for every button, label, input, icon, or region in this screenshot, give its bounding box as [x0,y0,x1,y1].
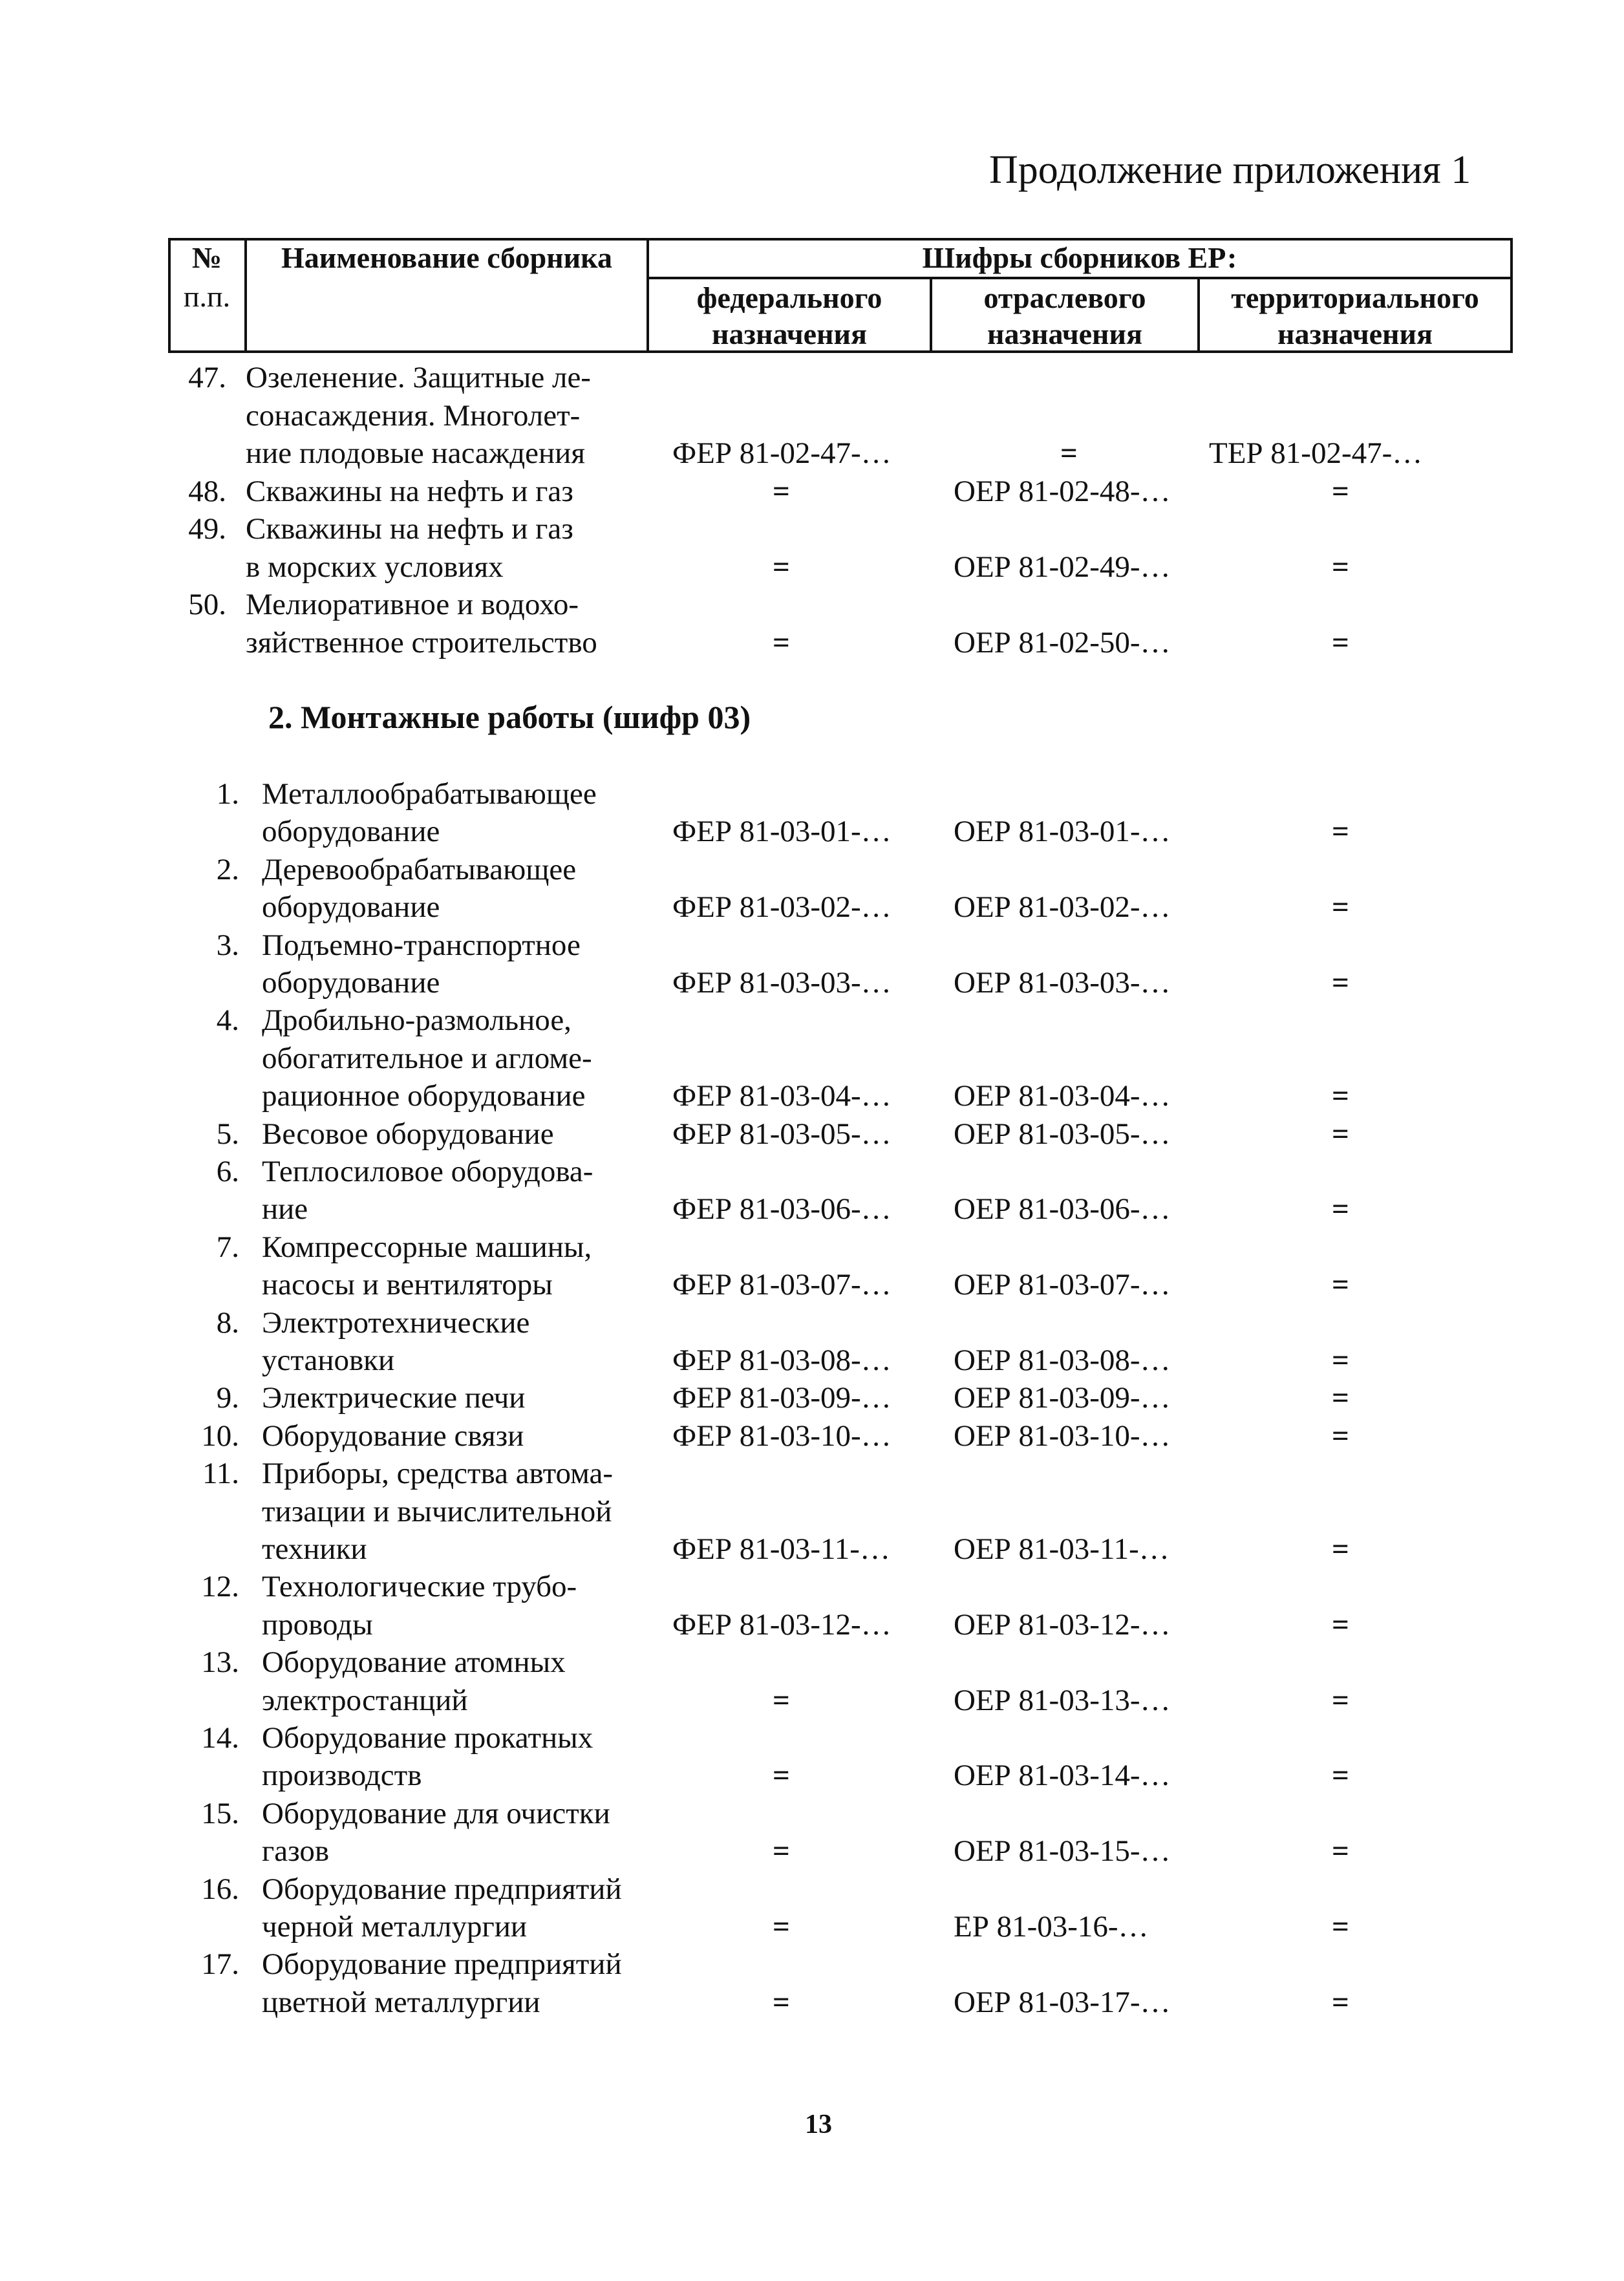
header-branch-line2: назначения [987,317,1142,350]
row-name-line: Весовое оборудование [262,1117,554,1151]
branch-code: ОЕР 81-03-13-… [954,1683,1171,1717]
branch-code: ОЕР 81-03-06-… [954,1192,1171,1226]
branch-code: ОЕР 81-03-12-… [954,1607,1171,1642]
row-number: 4. [216,1003,239,1038]
territorial-code: = [1332,966,1349,1000]
federal-code: ФЕР 81-03-02-… [672,890,892,925]
territorial-code: = [1332,1759,1349,1793]
row-name-line: Дробильно-размольное, [262,1003,572,1038]
branch-code: ОЕР 81-03-03-… [954,966,1171,1000]
territorial-code: = [1332,550,1349,584]
row-name-line: Деревообрабатывающее [262,852,577,886]
row-name-line: Технологические трубо- [262,1570,577,1604]
row-name-line: электростанций [262,1683,468,1717]
table-group-divider [646,277,1513,279]
federal-code: ФЕР 81-03-04-… [672,1079,892,1113]
federal-code: ФЕР 81-03-12-… [672,1607,892,1642]
header-territorial-line2: назначения [1277,317,1433,350]
row-name-line: оборудование [262,966,440,1000]
branch-code: ОЕР 81-02-49-… [954,550,1171,584]
territorial-code: = [1332,1683,1349,1717]
federal-code: = [773,1834,790,1869]
branch-code: ОЕР 81-03-07-… [954,1268,1171,1302]
row-name-line: Оборудование для очистки [262,1796,610,1830]
row-name-line: Оборудование предприятий [262,1872,622,1906]
row-name-line: Озеленение. Защитные ле- [246,361,591,394]
row-name-line: Металлообрабатывающее [262,777,597,811]
branch-code: ОЕР 81-03-02-… [954,890,1171,925]
section-heading: 2. Монтажные работы (шифр 03) [268,699,751,735]
territorial-code: = [1332,1268,1349,1302]
row-number: 47. [188,361,226,394]
row-name-line: Приборы, средства автома- [262,1457,614,1491]
territorial-code: = [1332,1117,1349,1151]
branch-code: = [1060,436,1078,470]
territorial-code: = [1332,1192,1349,1226]
branch-code: ОЕР 81-02-50-… [954,625,1171,659]
row-name-line: Мелиоративное и водохо- [246,588,579,621]
row-number: 5. [216,1117,239,1151]
row-number: 7. [216,1230,239,1264]
row-number: 12. [201,1570,239,1604]
branch-code: ОЕР 81-02-48-… [954,474,1171,508]
table-right-border [1510,238,1513,353]
row-name-line: установки [262,1344,395,1377]
row-name-line: оборудование [262,890,440,925]
federal-code: = [773,474,790,508]
branch-code: ОЕР 81-03-01-… [954,815,1171,849]
branch-code: ОЕР 81-03-09-… [954,1381,1171,1415]
row-number: 2. [216,852,239,886]
row-number: 3. [216,928,239,962]
federal-code: = [773,1759,790,1793]
federal-code: ФЕР 81-03-03-… [672,966,892,1000]
row-number: 17. [201,1947,239,1982]
row-name-line: цветной металлургии [262,1985,540,2019]
row-name-line: газов [262,1834,330,1869]
row-name-line: насосы и вентиляторы [262,1268,553,1302]
federal-code: = [773,1683,790,1717]
row-name-line: оборудование [262,815,440,849]
territorial-code: ТЕР 81-02-47-… [1209,436,1423,470]
row-number: 10. [201,1419,239,1453]
row-number: 11. [202,1457,239,1491]
branch-code: ОЕР 81-03-15-… [954,1834,1171,1869]
row-name-line: тизации и вычислительной [262,1494,612,1528]
federal-code: ФЕР 81-03-08-… [672,1344,892,1377]
row-name-line: Оборудование прокатных [262,1721,593,1755]
header-federal-line1: федерального [696,281,882,314]
row-name-line: зяйственное строительство [246,625,597,659]
territorial-code: = [1332,1532,1349,1566]
row-name-line: Оборудование связи [262,1419,524,1453]
row-name-line: сонасаждения. Многолет- [246,398,581,433]
row-number: 1. [216,777,239,811]
federal-code: = [773,1985,790,2019]
branch-code: ОЕР 81-03-10-… [954,1419,1171,1453]
branch-code: ОЕР 81-03-04-… [954,1079,1171,1113]
row-name-line: производств [262,1759,422,1793]
header-num-line2: п.п. [183,280,231,313]
branch-code: ОЕР 81-03-11-… [954,1532,1170,1566]
territorial-code: = [1332,1344,1349,1377]
page-header-title: Продолжение приложения 1 [989,148,1471,192]
row-name-line: Оборудование предприятий [262,1947,622,1982]
row-name-line: Электротехнические [262,1305,530,1340]
header-branch-line1: отраслевого [983,281,1146,314]
federal-code: ФЕР 81-03-07-… [672,1268,892,1302]
federal-code: ФЕР 81-03-10-… [672,1419,892,1453]
federal-code: ФЕР 81-03-06-… [672,1192,892,1226]
row-name-line: техники [262,1532,367,1566]
row-number: 13. [201,1645,239,1680]
territorial-code: = [1332,1079,1349,1113]
header-territorial-line1: территориального [1231,281,1479,314]
row-name-line: Компрессорные машины, [262,1230,592,1264]
federal-code: = [773,625,790,659]
row-name-line: проводы [262,1607,373,1642]
row-name-line: в морских условиях [246,550,504,584]
row-number: 50. [188,588,226,621]
header-federal-line2: назначения [712,317,867,350]
header-name: Наименование сборника [281,241,612,274]
row-name-line: Скважины на нефть и газ [246,474,573,508]
row-number: 15. [201,1796,239,1830]
row-name-line: Подъемно-транспортное [262,928,581,962]
territorial-code: = [1332,1910,1349,1944]
federal-code: ФЕР 81-02-47-… [672,436,892,470]
territorial-code: = [1332,1419,1349,1453]
territorial-code: = [1332,1834,1349,1869]
territorial-code: = [1332,1381,1349,1415]
row-number: 8. [216,1305,239,1340]
federal-code: = [773,550,790,584]
territorial-code: = [1332,625,1349,659]
branch-code: ЕР 81-03-16-… [954,1910,1149,1944]
row-name-line: Скважины на нефть и газ [246,512,573,546]
federal-code: ФЕР 81-03-11-… [672,1532,890,1566]
territorial-code: = [1332,890,1349,925]
territorial-code: = [1332,1607,1349,1642]
row-number: 14. [201,1721,239,1755]
row-name-line: Оборудование атомных [262,1645,566,1680]
row-name-line: Электрические печи [262,1381,526,1415]
row-name-line: черной металлургии [262,1910,528,1944]
federal-code: = [773,1910,790,1944]
row-name-line: обогатительное и агломе- [262,1041,592,1075]
federal-code: ФЕР 81-03-05-… [672,1117,892,1151]
branch-code: ОЕР 81-03-08-… [954,1344,1171,1377]
federal-code: ФЕР 81-03-09-… [672,1381,892,1415]
row-name-line: Теплосиловое оборудова- [262,1155,593,1188]
row-name-line: ние [262,1192,308,1226]
federal-code: ФЕР 81-03-01-… [672,815,892,849]
row-name-line: рационное оборудование [262,1079,586,1113]
row-number: 49. [188,512,226,546]
branch-code: ОЕР 81-03-17-… [954,1985,1171,2019]
page-number: 13 [805,2110,832,2139]
row-number: 16. [201,1872,239,1906]
header-num-line1: № [191,241,222,274]
territorial-code: = [1332,474,1349,508]
row-name-line: ние плодовые насаждения [246,436,585,470]
territorial-code: = [1332,1985,1349,2019]
row-number: 48. [188,474,226,508]
header-group-title: Шифры сборников ЕР: [922,241,1237,274]
branch-code: ОЕР 81-03-14-… [954,1759,1171,1793]
row-number: 6. [216,1155,239,1188]
branch-code: ОЕР 81-03-05-… [954,1117,1171,1151]
territorial-code: = [1332,815,1349,849]
row-number: 9. [216,1381,239,1415]
